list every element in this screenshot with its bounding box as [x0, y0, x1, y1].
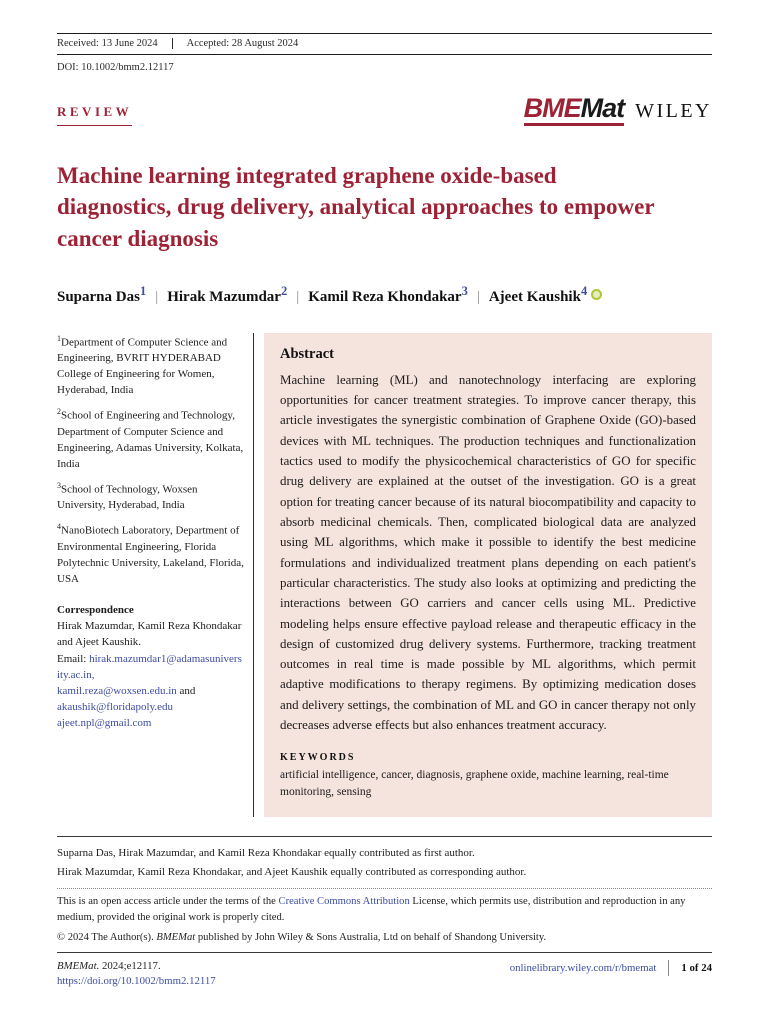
author-name: Hirak Mazumdar$^2$	[167, 283, 288, 305]
author-name: Ajeet Kaushik$^4$	[488, 283, 588, 305]
journal-logo-group	[524, 95, 712, 126]
author-separator: |	[155, 288, 159, 305]
author-affil-sup: 3	[461, 283, 468, 298]
journal-website-link[interactable]: onlinelibrary.wiley.com/r/bmemat	[509, 962, 657, 974]
correspondence-heading: Correspondence	[57, 603, 134, 616]
copyright-statement: © 2024 The Author(s). BMEMat published by John Wiley & Sons Australia, Ltd on behalf of Shandong University.	[57, 932, 547, 943]
doi-text: DOI: 10.1002/bmm2.12117	[57, 62, 174, 73]
bmemat-logo-bme: BME	[523, 93, 581, 123]
journal-header	[57, 95, 712, 126]
keywords-text: artificial intelligence, cancer, diagnosis, graphene oxide, machine learning, real-time monitoring, sensing	[280, 769, 669, 799]
author-affil-sup: 4	[580, 283, 588, 298]
affiliation-4: $^4$NanoBiotech Laboratory, Department of Environmental Engineering, Florida Polytechnic University, Lakeland, Florida, USA	[57, 522, 244, 585]
email-link-4[interactable]: ajeet.npl@gmail.com	[57, 717, 152, 730]
footer-citation	[57, 960, 216, 987]
page-number: 1 of 24	[681, 962, 712, 974]
left-column	[57, 333, 253, 817]
doi-link[interactable]: https://doi.org/10.1002/bmm2.12117	[57, 975, 216, 987]
bmemat-logo	[524, 95, 625, 126]
journal-name-italic: BMEMat.	[57, 960, 100, 972]
article-type-label: REVIEW	[57, 104, 132, 126]
correspondence-emails	[57, 652, 244, 732]
affiliation-2: $^2$School of Engineering and Technology, Department of Computer Science and Engineering, Adamas University, Kolkata, India	[57, 407, 244, 470]
abstract-panel	[264, 333, 712, 817]
email-conjunction: and	[176, 685, 196, 698]
email-link-1[interactable]: hirak.mazumdar1@adamasuniversity.ac.in,	[57, 653, 242, 682]
received-date: Received: 13 June 2024	[57, 38, 158, 49]
footer-vertical-divider	[668, 960, 669, 976]
author-name: Suparna Das$^1$	[57, 283, 147, 305]
accepted-date: Accepted: 28 August 2024	[186, 38, 299, 49]
bmemat-logo-mat: Mat	[580, 93, 625, 123]
author-affil-sup: 2	[280, 283, 288, 298]
journal-name-italic: BMEMat	[156, 932, 196, 943]
page-footer	[57, 953, 712, 987]
blank-space	[57, 817, 712, 836]
author-name: Kamil Reza Khondakar$^3$	[308, 283, 468, 305]
meta-bar	[57, 33, 712, 55]
affiliation-1: $^1$Department of Computer Science and Engineering, BVRIT HYDERABAD College of Engineering for Women, Hyderabad, India	[57, 333, 228, 397]
affiliation-3: $^3$School of Technology, Woxsen University, Hyderabad, India	[57, 480, 198, 512]
abstract-text: Machine learning (ML) and nanotechnology interfacing are exploring opportunities for cancer treatment strategies. To improve cancer therapy, this article investigates the synergistic combination of Graphene Oxide (GO)-based devices with ML techniques. The production techniques and functionalization tactics used to modify the physicochemical characteristics of GO for specific drug delivery are explained at the outset of the investigation. GO is a great option for treating cancer because of its natural biocompatibility and capacity to absorb medicinal chemicals. Then, complicated biological data are analyzed using ML algorithms, which make it possible to identify the best medicine formulations and individualized treatment plans depending on each patient's particular characteristics. The study also looks at optimizing and predicting the interactions between GO carriers and cancer cells using ML. Predictive modeling helps ensure effective payload release and therapeutic efficacy in the design of customized drug delivery systems. Furthermore, tracking treatment outcomes in real time is made possible by ML algorithms, which permit adaptive modifications to therapy regimens. By optimizing medication doses and delivery settings, the combination of ML and GO in cancer therapy not only decreases adverse effects but also enhances treatment accuracy.	[280, 372, 696, 733]
email-line	[57, 684, 244, 700]
abstract-heading: Abstract	[280, 345, 334, 362]
creative-commons-link[interactable]: Creative Commons Attribution	[278, 896, 410, 908]
keywords-heading: KEYWORDS	[280, 752, 356, 764]
first-author-note: Suparna Das, Hirak Mazumdar, and Kamil Reza Khondakar equally contributed as first author.	[57, 846, 475, 859]
correspondence-names: Hirak Mazumdar, Kamil Reza Khondakar and Ajeet Kaushik.	[57, 620, 242, 649]
corresponding-author-note: Hirak Mazumdar, Kamil Reza Khondakar, and Ajeet Kaushik equally contributed as corresponding author.	[57, 865, 527, 878]
article-title: Machine learning integrated graphene oxide-based diagnostics, drug delivery, analytical approaches to empower cancer diagnosis	[57, 163, 655, 251]
email-link-2[interactable]: kamil.reza@woxsen.edu.in	[57, 685, 177, 698]
open-access-statement: This is an open access article under the terms of the Creative Commons Attribution License, which permits use, distribution and reproduction in any medium, provided the original work is properly cited.	[57, 896, 686, 924]
email-label: Email:	[57, 653, 90, 666]
correspondence-block	[57, 603, 244, 733]
author-affil-sup: 1	[139, 283, 147, 298]
wiley-logo: WILEY	[635, 100, 712, 122]
columns-block	[57, 333, 712, 817]
orcid-icon[interactable]	[591, 289, 602, 300]
authors-row	[57, 284, 712, 306]
author-separator: |	[296, 288, 300, 305]
contribution-footnotes	[57, 836, 712, 883]
author-separator: |	[476, 288, 480, 305]
email-link-3[interactable]: akaushik@floridapoly.edu	[57, 701, 174, 714]
footer-right	[510, 960, 712, 976]
column-divider	[253, 333, 254, 817]
citation-text: BMEMat. 2024;e12117.	[57, 960, 161, 972]
